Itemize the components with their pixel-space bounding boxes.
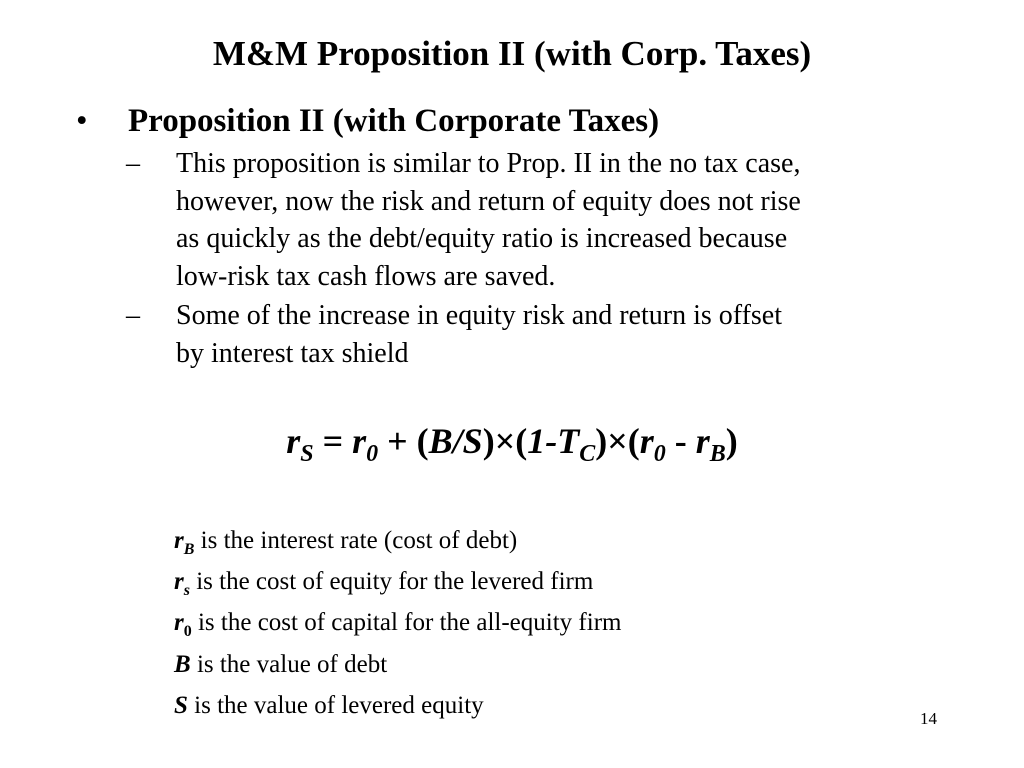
bullet-heading: Proposition II (with Corporate Taxes) <box>128 103 660 139</box>
formula-times: )×( <box>595 421 640 461</box>
formula-r0-second-sub: 0 <box>653 441 666 467</box>
formula-r0: r <box>352 421 367 461</box>
formula-tc-sub: C <box>579 441 596 467</box>
definitions-list <box>174 520 874 726</box>
formula-rb-sub: B <box>709 441 726 467</box>
sub-bullet-line: Some of the increase in equity risk and return is offset <box>176 300 782 331</box>
formula-times: )×( <box>482 421 528 461</box>
definition-b <box>174 644 874 685</box>
definition-text: is the cost of capital for the all-equity firm <box>191 609 622 637</box>
formula-plus: + ( <box>378 421 429 461</box>
definition-text: is the interest rate (cost of debt) <box>194 527 518 554</box>
formula-rb: r <box>695 421 710 461</box>
definition-symbol: S <box>174 691 188 719</box>
sub-bullet-line: as quickly as the debt/equity ratio is increased because <box>176 223 788 254</box>
definition-subscript: B <box>183 541 195 558</box>
sub-bullet-similarity <box>126 145 966 295</box>
formula-one-minus-tax: 1-T <box>527 421 580 461</box>
definition-symbol: r <box>174 609 184 637</box>
sub-bullet-line: however, now the risk and return of equity does not rise <box>176 185 801 217</box>
sub-bullet-line: by interest tax shield <box>176 337 409 369</box>
definition-r0 <box>174 602 874 643</box>
bullet-marker: • <box>76 103 88 139</box>
sub-bullet-line: low-risk tax cash flows are saved. <box>176 260 556 292</box>
definition-symbol: r <box>174 527 184 554</box>
definition-symbol: B <box>174 650 191 678</box>
main-bullet <box>76 101 976 141</box>
formula-close: ) <box>725 421 738 461</box>
sub-bullet-offset <box>126 297 966 372</box>
formula-r0-sub: 0 <box>366 441 379 467</box>
sub-bullet-marker: – <box>126 148 140 179</box>
formula-lhs-sub: S <box>300 441 314 467</box>
formula-r0-second: r <box>639 421 654 461</box>
definition-symbol: r <box>174 568 184 596</box>
definition-rs <box>174 561 874 602</box>
definition-subscript: 0 <box>183 623 192 641</box>
definition-text: is the value of levered equity <box>187 691 484 719</box>
definition-subscript: s <box>183 582 190 600</box>
formula-minus: - <box>665 421 696 461</box>
formula-ratio: B/S <box>428 421 483 461</box>
definition-rb <box>174 520 874 561</box>
formula-equals: = <box>313 421 353 461</box>
sub-bullet-marker: – <box>126 300 140 331</box>
formula-lhs: r <box>286 421 301 461</box>
definition-s <box>174 685 874 726</box>
definition-text: is the value of debt <box>190 650 388 678</box>
slide-title: M&M Proposition II (with Corp. Taxes) <box>212 34 812 73</box>
cost-of-equity-formula <box>0 418 1024 467</box>
definition-text: is the cost of equity for the levered firm <box>189 568 594 596</box>
sub-bullet-line: This proposition is similar to Prop. II in the no tax case, <box>176 148 801 179</box>
page-number: 14 <box>920 709 937 728</box>
